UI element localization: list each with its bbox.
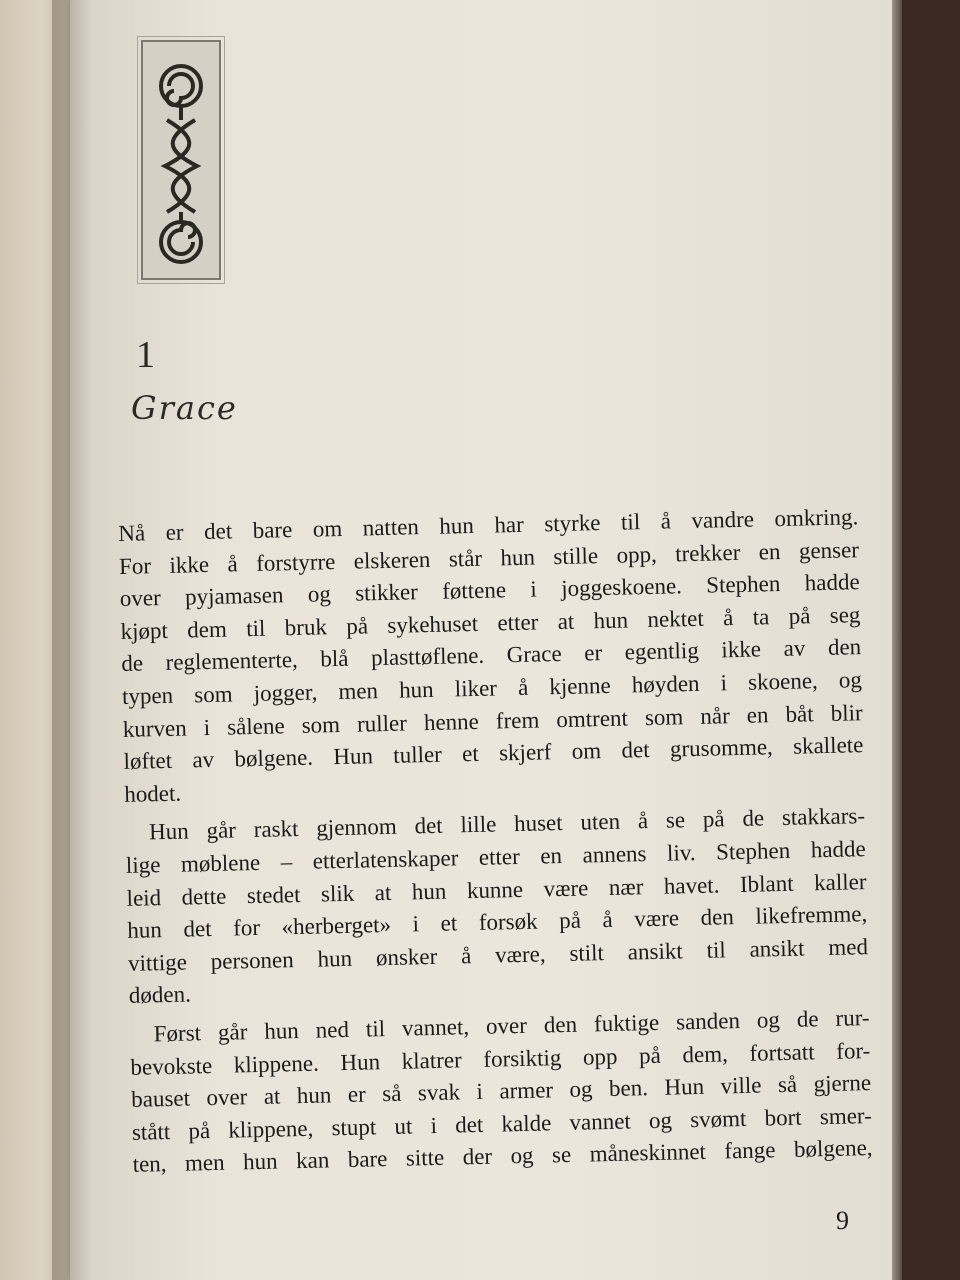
text-line: typen som jogger, men hun liker å kjenne høyden i skoene, og xyxy=(121,667,863,709)
text-line: løftet av bølgene. Hun tuller et skjerf om det grusomme, skallete xyxy=(123,732,864,775)
text-line: Hun går raskt gjennom det lille huset uten å se på de stakkars- xyxy=(148,803,866,845)
text-line: hodet. xyxy=(123,780,182,807)
text-line: kjøpt dem til bruk på sykehuset etter at hun nektet å ta på seg xyxy=(120,601,861,644)
text-line: vittige personen hun ønsker å være, stilt ansikt til ansikt med xyxy=(127,933,869,976)
text-line: bevokste klippene. Hun klatrer forsiktig opp på dem, fortsatt for- xyxy=(130,1037,871,1080)
text-line: ten, men hun kan bare sitte der og se måneskinnet fange bølgene, xyxy=(132,1135,873,1178)
celtic-knot-icon xyxy=(141,40,221,280)
page-number: 9 xyxy=(836,1206,849,1235)
book-gutter xyxy=(52,0,92,1280)
paragraph-3 xyxy=(129,1002,873,1182)
text-line: kurven i sålene som ruller henne frem omtrent som når en båt blir xyxy=(122,699,863,742)
text-line: For ikke å forstyrre elskeren står hun stille opp, trekker en genser xyxy=(118,536,860,579)
chapter-number: 1 xyxy=(136,334,155,376)
text-line: de reglementerte, blå plasttøflene. Grace er egentlig ikke av den xyxy=(121,634,862,677)
text-line: hun det for «herberget» i et forsøk på å være den likefremme, xyxy=(127,901,868,944)
text-line: bauset over at hun er så svak i armer og ben. Hun ville så gjerne xyxy=(130,1070,872,1112)
paragraph-2 xyxy=(125,800,869,1012)
paragraph-1 xyxy=(118,501,864,811)
text-line: leid dette stedet slik at hun kunne være nær havet. Iblant kaller xyxy=(126,868,867,911)
page-edge-shadow xyxy=(892,0,902,1280)
body-text xyxy=(118,501,873,1181)
text-line: over pyjamasen og stikker føttene i joggeskoene. Stephen hadde xyxy=(119,569,860,612)
text-line: lige møblene – etterlatenskaper etter en annens liv. Stephen hadde xyxy=(125,836,866,878)
text-line: stått på klippene, stupt ut i det kalde vannet og svømt bort smer- xyxy=(131,1102,873,1145)
chapter-title: Grace xyxy=(131,389,238,427)
text-line: Nå er det bare om natten hun har styrke til å vandre omkring. xyxy=(118,504,859,546)
text-line: døden. xyxy=(128,981,192,1009)
text-line: Først går hun ned til vannet, over den fuktige sanden og de rur- xyxy=(153,1004,870,1047)
